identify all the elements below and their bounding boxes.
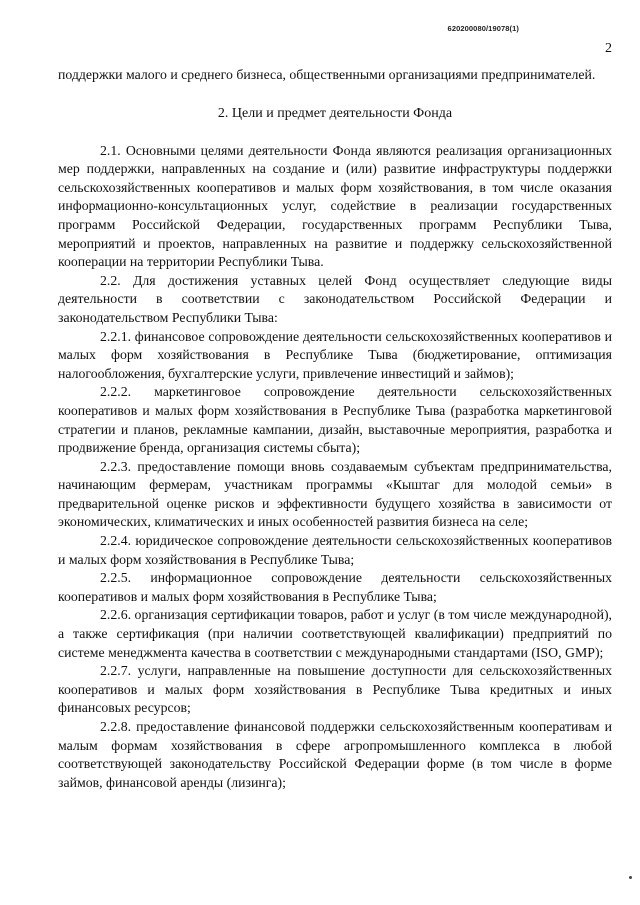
document-body (58, 66, 612, 792)
section-heading: 2. Цели и предмет деятельности Фонда (217, 105, 453, 121)
intro-paragraph: поддержки малого и среднего бизнеса, общественными организациями предпринимателей. (58, 67, 596, 82)
paragraph-2-2-8: 2.2.8. предоставление финансовой поддержки сельскохозяйственным кооперативам и малым формам хозяйствования в сфере агропромышленного комплекса в любой соответствующей законодательству Российской Федерации форме (в том числе в форме займов, финансовой аренды (лизинга); (58, 719, 612, 790)
paragraph-2-2-5: 2.2.5. информационное сопровождение деятельности сельскохозяйственных кооперативов и малых форм хозяйствования в Республике Тыва; (58, 570, 612, 604)
paragraph-2-1: 2.1. Основными целями деятельности Фонда являются реализация организационных мер поддержки, направленных на создание и (или) развитие инфраструктуры поддержки сельскохозяйственных кооперативов и малых форм хозяйствования, в том числе оказания информационно-консультационных услуг, содействие в реализации государственных программ Российской Федерации, государственных программ Республики Тыва, мероприятий и проектов, направленных на развитие и поддержку сельскохозяйственной кооперации на территории Республики Тыва. (58, 142, 612, 270)
paragraph-2-2-1: 2.2.1. финансовое сопровождение деятельности сельскохозяйственных кооперативов и малых форм хозяйствования в Республике Тыва (бюджетирование, оптимизация налогообложения, бухгалтерские услуги, привлечение инвестиций и займов); (58, 328, 612, 381)
paragraph-2-2-4: 2.2.4. юридическое сопровождение деятельности сельскохозяйственных кооперативов и малых форм хозяйствования в Республике Тыва; (58, 533, 612, 567)
paragraph-2-2: 2.2. Для достижения уставных целей Фонд осуществляет следующие виды деятельности в соответствии с законодательством Российской Федерации и законодательством Республики Тыва: (58, 272, 612, 325)
paragraph-2-2-2: 2.2.2. маркетинговое сопровождение деятельности сельскохозяйственных кооперативов и малых форм хозяйствования в Республике Тыва (разработка маркетинговой стратегии и планов, рекламные кампании, дизайн, выставочные мероприятия, разработка и продвижение бренда, организация системы сбыта); (58, 384, 612, 456)
scan-speck (629, 876, 632, 879)
paragraph-2-2-6: 2.2.6. организация сертификации товаров, работ и услуг (в том числе международной), а также сертификация (при наличии соответствующей квалификации) предприятий по системе менеджмента качества в соответствии с международными стандартами (ISO, GMP); (58, 607, 612, 660)
paragraph-2-2-3: 2.2.3. предоставление помощи вновь создаваемым субъектам предпринимательства, начинающим фермерам, участникам программы «Кыштаг для молодой семьи» в предварительной оценке рисков и эффективности будущего хозяйства в зависимости от экономических, климатических и иных особенностей развития бизнеса на селе; (58, 458, 612, 530)
paragraph-2-2-7: 2.2.7. услуги, направленные на повышение доступности для сельскохозяйственных кооперативов и малых форм хозяйствования в Республике Тыва кредитных и иных финансовых ресурсов; (58, 663, 612, 716)
page-number: 2 (605, 41, 612, 56)
document-id: 620200080/19078(1) (447, 24, 519, 33)
